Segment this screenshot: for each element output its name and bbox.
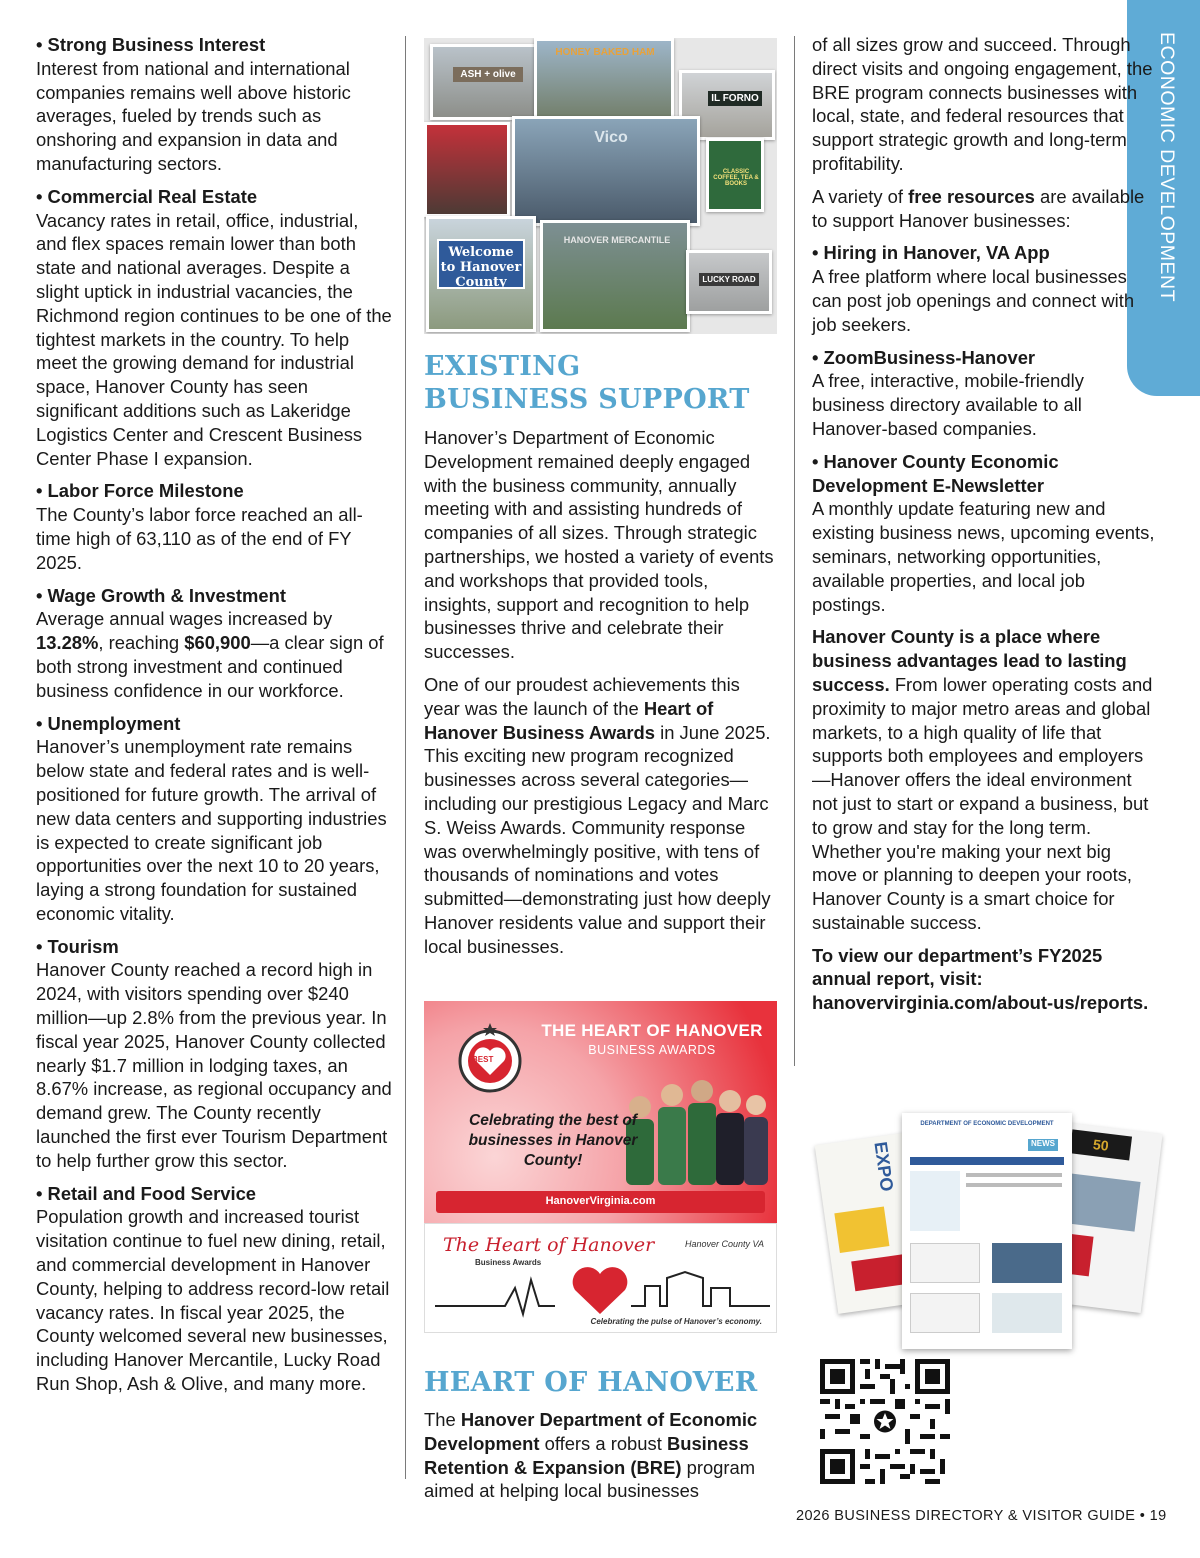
item-strong-interest: • Strong Business Interest Interest from national and international companies remains well above historic averages, fueled by trends such as onshoring and expansion in data and manufacturing sectors. [36,34,351,174]
item-retail-food: • Retail and Food Service Population growth and increased tourist visitation continue to fuel new dining, retail, and commercial development in Hanover County, helping to address record-low retail vacancy rates. In fiscal year 2025, the County welcomed several new businesses, including Hanover Mercantile, Lucky Road Run Shop, Ash & Olive, and many more. [36,1182,390,1395]
report-cta: To view our department’s FY2025 annual report, visit: hanovervirginia.com/about-us/reports. [812,944,1158,1015]
photo-honeybaked: HONEY BAKED HAM [534,38,674,128]
logo-subtitle: Business Awards [475,1258,542,1267]
award-badge-label: BEST [472,1055,494,1064]
award-url-bar [436,1191,765,1213]
section-title-existing-support: EXISTING BUSINESS SUPPORT [424,351,750,415]
heart-of-hanover-ad [424,1001,777,1223]
photo-lucky-road: LUCKY ROAD [686,250,772,314]
item-labor-force: • Labor Force Milestone The County’s labor force reached an all-time high of 63,110 as of the end of FY 2025. [36,480,363,573]
page-footer: 2026 BUSINESS DIRECTORY & VISITOR GUIDE • 19 [796,1508,1167,1524]
paragraph-closing: Hanover County is a place where business advantages lead to lasting success. From lower operating costs and proximity to major metro areas and global markets, to a high quality of life that supports both employees and employers—Hanover offers the ideal environment not just to start or expand a business, but to grow and stay for the long term. Whether you're making your next big move or planning to deepen your roots, Hanover County is a smart choice for sustainable success. [812,626,1153,933]
newsletter-brochures-image [822,1113,1158,1357]
resource-zoombusiness: • ZoomBusiness-Hanover A free, interactive, mobile-friendly business directory available to all Hanover-based companies. [812,346,1084,439]
award-tagline: Celebrating the best of businesses in Hanover County! [468,1112,638,1169]
photo-hanover-mercantile: HANOVER MERCANTILE [540,220,690,332]
business-photo-collage [424,38,777,334]
paragraph-bre-continued: of all sizes grow and succeed. Through direct visits and ongoing engagement, the BRE program connects businesses with local, state, and federal resources that support strategic growth and long-term profitability. [812,34,1153,174]
item-unemployment: • Unemployment Hanover’s unemployment rate remains below state and federal rates and is well-positioned for future growth. The arrival of new data centers and supporting industries is expected to create significant job opportunities over the next 10 to 20 years, laying a strong foundation for sustained economic vitality. [36,712,387,924]
resource-hiring-app: • Hiring in Hanover, VA App A free platform where local businesses can post job openings and connect with job seekers. [812,242,1135,335]
column-divider [794,36,795,1066]
photo-classic-coffee: CLASSIC COFFEE, TEA & BOOKS [706,138,764,212]
paragraph-dept-engaged: Hanover’s Department of Economic Development remained deeply engaged with the business community, annually meeting with and assisting hundreds of companies of all sizes. Through strategic partnerships, we hosted a variety of events and workshops that provided tools, insights, support and recognition to help businesses thrive and celebrate their successes. [424,427,774,663]
section-title-heart-of-hanover: HEART OF HANOVER [424,1367,758,1398]
item-wage-growth: • Wage Growth & Investment Average annual wages increased by 13.28%, reaching $60,900—a clear sign of both strong investment and continued business confidence in our workforce. [36,584,384,701]
award-url: HanoverVirginia.com [545,1195,656,1207]
item-tourism: • Tourism Hanover County reached a record high in 2024, with visitors spending over $240 million—up 2.8% from the previous year. In fiscal year 2025, Hanover County collected nearly $1.7 million in lodging taxes, an 8.67% increase, as regional occupancy and demand grew. The County recently launched the first ever Tourism Department to help further grow this sector. [36,935,392,1171]
heartbeat-town-icon [435,1258,770,1318]
paragraph-awards-launch: One of our proudest achievements this year was the launch of the Heart of Hanover Business Awards in June 2025. This exciting new program recognized businesses across several categories—including our prestigious Legacy and Marc S. Weiss Awards. Community response was overwhelmingly positive, with tens of thousands of nominations and votes submitted—demonstrating just how deeply Hanover residents value and support their local businesses. [424,673,771,957]
photo-welcome-sign: Welcome to Hanover County [426,216,536,332]
photo-ash-olive: ASH + olive [430,44,538,120]
photo-storefront [424,122,510,217]
brochure-econ-dev-news: DEPARTMENT OF ECONOMIC DEVELOPMENT NEWS [902,1113,1072,1349]
paragraph-bre: The Hanover Department of Economic Development offers a robust Business Retention & Expansion (BRE) program aimed at helping local businesses [424,1409,758,1502]
paragraph-free-resources: A variety of free resources are available to support Hanover businesses: [812,185,1145,231]
column-left [36,33,392,1405]
photo-vico: Vico [512,116,700,226]
award-subtitle: BUSINESS AWARDS [588,1043,716,1057]
item-commercial-real-estate: • Commercial Real Estate Vacancy rates in retail, office, industrial, and flex spaces remain lower than both state and national averages. Despite a slight uptick in industrial vacancies, the Richmond region continues to be one of the tightest markets in the country. To help meet the growing demand for industrial space, Hanover County has seen significant additions such as Lakeridge Logistics Center and Crescent Business Center Phase I expansion. [36,185,392,469]
brochure-50: 50 [1031,1121,1162,1313]
logo-title: The Heart of Hanover [443,1234,655,1256]
column-middle-bottom [424,1366,780,1512]
column-divider [405,36,406,1479]
report-link[interactable]: hanovervirginia.com/about-us/reports. [812,992,1149,1014]
column-right [812,33,1158,1024]
award-title: THE HEART OF HANOVER [541,1021,763,1040]
brochure-expo: EXPO [815,1130,948,1314]
heart-of-hanover-logo [424,1223,777,1333]
resource-newsletter: • Hanover County Economic Development E-Newsletter A monthly update featuring new and existing business news, upcoming events, seminars, networking opportunities, available properties, and local job postings. [812,450,1155,615]
logo-footer: Celebrating the pulse of Hanover’s economy. [590,1317,762,1326]
report-qr-code[interactable] [820,1358,950,1485]
photo-il-forno: IL FORNO [679,70,775,140]
column-middle [424,350,780,968]
section-tab-label: ECONOMIC DEVELOPMENT [1156,32,1178,303]
logo-county: Hanover County VA [684,1239,764,1249]
